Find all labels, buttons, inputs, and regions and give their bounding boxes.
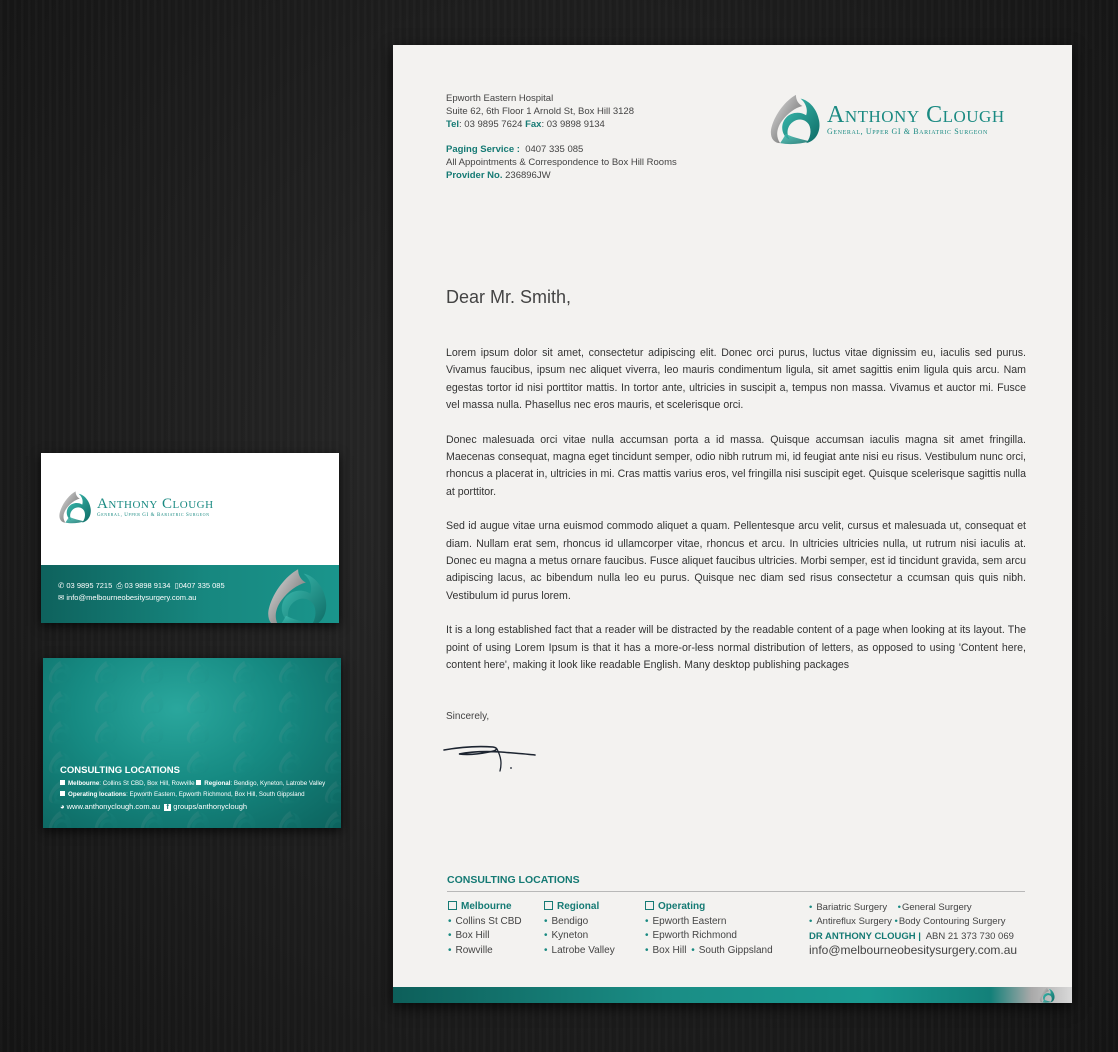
- paging-line: [446, 143, 677, 156]
- provider-line: [446, 169, 677, 182]
- fax-value: : 03 9898 9134: [541, 119, 605, 130]
- abn: ABN 21 373 730 069: [925, 931, 1014, 942]
- logo-name: Anthony Clough: [97, 495, 214, 512]
- melbourne-column: [448, 900, 522, 958]
- location-text: Collins St CBD: [455, 915, 522, 927]
- list-item: [645, 929, 773, 944]
- bullet-icon: •: [645, 944, 649, 956]
- logo-mark-icon: [57, 490, 93, 524]
- card-email-line: [58, 593, 196, 602]
- regional-title: Regional: [557, 901, 600, 912]
- melbourne-title: Melbourne: [461, 901, 512, 912]
- operating-label: Operating locations: [68, 791, 127, 798]
- card-mobile: 0407 335 085: [178, 581, 225, 590]
- appointments-line: All Appointments & Correspondence to Box Hill Rooms: [446, 157, 677, 168]
- checkbox-icon: [645, 901, 654, 910]
- bullet-icon: •: [645, 930, 649, 941]
- bullet-icon: •: [645, 915, 649, 927]
- paging-label: Paging Service :: [446, 144, 520, 155]
- service-text: Antireflux Surgery: [816, 915, 892, 927]
- provider-value: 236896JW: [505, 170, 551, 181]
- business-card-front: [41, 453, 339, 623]
- location-text: Bendigo: [551, 915, 589, 927]
- regional-label: Regional: [204, 780, 231, 787]
- operating-heading: [645, 900, 773, 915]
- address-line-1: Epworth Eastern Hospital: [446, 93, 554, 104]
- card-facebook: groups/anthonyclough: [173, 802, 248, 811]
- list-item: [544, 944, 615, 959]
- card-links-line: [60, 802, 247, 811]
- doctor-line: [809, 931, 1014, 942]
- logo-name: Anthony Clough: [827, 101, 1005, 128]
- sender-address: [446, 92, 677, 182]
- logo-tagline: General, Upper GI & Bariatric Surgeon: [97, 512, 210, 518]
- salutation: Dear Mr. Smith,: [446, 287, 572, 307]
- list-item: [544, 929, 615, 944]
- list-item: [645, 915, 773, 930]
- bullet-icon: •: [448, 915, 452, 927]
- location-text: Epworth Richmond: [652, 930, 737, 941]
- location-text: Epworth Eastern: [652, 915, 727, 927]
- paragraph-4: It is a long established fact that a reader will be distracted by the readable content of a page when looking at its layout. The point of using Lorem Ipsum is that it has a more-or-less normal distribution of letters, as opposed to using 'Content here, content here', making it look like readable English. Many desktop publishing packages: [446, 624, 1026, 672]
- logo-mark-icon: [261, 567, 333, 623]
- regional-heading: [544, 900, 615, 915]
- bullet-icon: •: [544, 915, 548, 927]
- logo-mark-icon: [767, 93, 823, 145]
- card-email: info@melbourneobesitysurgery.com.au: [66, 593, 197, 602]
- list-item: [448, 929, 522, 944]
- regional-text: : Bendigo, Kyneton, Latrobe Valley: [230, 780, 326, 787]
- bullet-icon: •: [897, 902, 901, 913]
- address-line-2: Suite 62, 6th Floor 1 Arnold St, Box Hill 3128: [446, 106, 634, 117]
- footer-email: info@melbourneobesitysurgery.com.au: [809, 943, 1018, 957]
- business-card-back: [43, 658, 341, 828]
- paragraph-3: Sed id augue vitae urna euismod commodo aliquet a quam. Pellentesque arcu velit, cursus et malesuada ut, consequat et diam. Nullam erat sem, rhoncus id ullamcorper vitae, rhoncus et arcu. In ultricies ultricies nulla, ut rutrum nisi iaculis at. Donec eu magna a metus ornare faucibus. Fusce aliquet faucibus ultricies. Morbi semper, est id tincidunt gravida, sem arcu adipiscing lacus, ac bibendum nulla leo eu purus. Quisque nec diam sed risus consectetur a ccumsan quis quis nibh. Vestibulum id purus lorem.: [446, 520, 1026, 602]
- location-text: Box Hill: [652, 944, 687, 956]
- checkbox-icon: [448, 901, 457, 910]
- letter-body: [446, 345, 1026, 692]
- card-logo: [57, 490, 214, 524]
- consulting-title: CONSULTING LOCATIONS: [447, 874, 580, 886]
- location-text: Kyneton: [551, 930, 589, 941]
- letterhead-page: [393, 45, 1072, 1003]
- logo-mark-icon: [1038, 987, 1056, 1003]
- card-locations-line-1: [60, 780, 325, 787]
- paragraph-1: Lorem ipsum dolor sit amet, consectetur adipiscing elit. Donec orci purus, luctus vitae dignissim eu, iaculis sed purus. Vivamus faucibus, ipsum nec aliquet viverra, leo mauris condimentum ligula, sit amet sagittis enim ligula quis arcu. Nam egestas tortor id nisi porttitor mattis. In tortor ante, ultricies in suscipit a, tempus non massa. Vivamus et auctor mi. Fusce vel massa nulla. Phasellus nec eros mauris, et scelerisque orci.: [446, 347, 1026, 412]
- checkbox-icon: [544, 901, 553, 910]
- melbourne-text: : Collins St CBD, Box Hill, Rowville: [99, 780, 195, 787]
- melbourne-heading: [448, 900, 522, 915]
- fax-label: Fax: [525, 119, 542, 130]
- square-icon: [196, 780, 201, 785]
- footer-bar: [393, 987, 1072, 1003]
- closing: Sincerely,: [446, 711, 490, 722]
- card-fax: 03 9898 9134: [124, 581, 171, 590]
- card-consulting-title: CONSULTING LOCATIONS: [60, 765, 180, 776]
- location-text: Rowville: [455, 944, 493, 956]
- mobile-icon: ▯: [174, 581, 179, 590]
- services-list: [809, 901, 1005, 928]
- paragraph-2: Donec malesuada orci vitae nulla accumsan porta a id massa. Quisque accumsan iaculis magna sit amet fringilla. Maecenas consequat, magna eget tincidunt semper, odio nibh rutrum mi, id feugiat ante nisi eu risus. Vestibulum nunc orci, rhoncus a placerat in, ultricies in mi. Cras mattis varius eros, vel fringilla nisi suscipit eget. Quisque scelerisque sagittis nulla at porttitor.: [446, 433, 1026, 498]
- square-icon: [60, 791, 65, 796]
- logo-tagline: General, Upper GI & Bariatric Surgeon: [827, 126, 988, 136]
- tel-label: Tel: [446, 119, 460, 130]
- bullet-icon: •: [448, 944, 452, 956]
- signature: [441, 733, 541, 777]
- square-icon: [60, 780, 65, 785]
- regional-column: [544, 900, 615, 958]
- envelope-icon: ✉: [58, 593, 65, 602]
- list-item: [448, 915, 522, 930]
- service-text: Body Contouring Surgery: [898, 915, 1006, 927]
- card-phones: [58, 581, 225, 591]
- phone-icon: ✆: [58, 581, 65, 590]
- bullet-icon: •: [809, 902, 813, 913]
- list-item: [645, 944, 773, 959]
- list-item: [448, 944, 522, 959]
- card-website: www.anthonyclough.com.au: [66, 802, 161, 811]
- bullet-icon: •: [544, 944, 548, 956]
- operating-title: Operating: [658, 901, 706, 912]
- service-text: General Surgery: [901, 902, 972, 913]
- doctor-name: DR ANTHONY CLOUGH |: [809, 931, 921, 942]
- bullet-icon: •: [809, 915, 813, 927]
- letterhead-logo: [767, 93, 1005, 145]
- provider-label: Provider No.: [446, 170, 503, 181]
- card-locations-line-2: [60, 791, 305, 798]
- bullet-icon: •: [894, 915, 898, 927]
- card-phone: 03 9895 7215: [66, 581, 113, 590]
- location-text: Latrobe Valley: [551, 944, 615, 956]
- operating-text: : Epworth Eastern, Epworth Richmond, Box Hill, South Gippsland: [126, 791, 305, 798]
- operating-column: [645, 900, 773, 958]
- tel-fax-line: [446, 118, 677, 131]
- melbourne-label: Melbourne: [68, 780, 100, 787]
- card-contact-band: [41, 565, 339, 623]
- tel-value: : 03 9895 7624: [459, 119, 523, 130]
- facebook-icon: f: [164, 804, 171, 811]
- globe-icon: ◕: [60, 802, 65, 811]
- list-item: [544, 915, 615, 930]
- service-text: Bariatric Surgery: [816, 902, 888, 913]
- bullet-icon: •: [691, 944, 695, 956]
- bullet-icon: •: [448, 930, 452, 941]
- fax-icon: ⎙: [116, 581, 123, 590]
- location-text: Box Hill: [455, 930, 490, 941]
- bullet-icon: •: [544, 930, 548, 941]
- paging-value: 0407 335 085: [525, 144, 584, 155]
- divider: [447, 891, 1025, 892]
- location-text: South Gippsland: [698, 944, 773, 956]
